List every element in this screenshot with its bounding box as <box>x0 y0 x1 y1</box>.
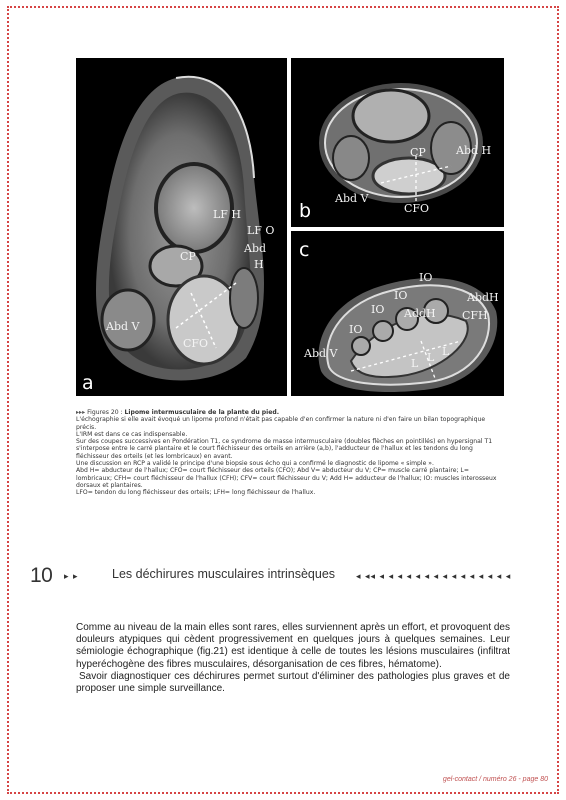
caption-figure-ref: Figures 20 : <box>87 409 123 416</box>
panel-letter-c: c <box>299 239 310 261</box>
section-arrows-right: ◂ ◂◂ ◂ ◂ ◂ ◂ ◂ ◂ ◂ ◂ ◂ ◂ ◂ ◂ ◂ ◂ ◂ <box>356 571 512 581</box>
label-cp-b: CP <box>410 146 426 159</box>
page-footer: gel-contact / numéro 26 - page 80 <box>442 776 548 783</box>
mri-panel-a <box>76 58 287 396</box>
section-heading <box>30 564 550 588</box>
section-number: 10 <box>30 564 53 587</box>
label-abdh-b: Abd H <box>456 144 492 157</box>
section-title: Les déchirures musculaires intrinsèques <box>112 567 336 581</box>
mri-panel-b <box>291 58 504 227</box>
body-paragraph: Savoir diagnostiquer ces déchirures permet surtout d'éliminer des pathologies plus graves et de proposer une simple surveillance. <box>76 670 510 695</box>
caption-paragraph: Abd H= abducteur de l'hallux; CFO= court fléchisseur des orteils (CFO); Abd V= abducteur du V; CP= muscle carré plantaire; L= lombricaux; CFH= court fléchisseur de l'hallux (CFH); CFV= court fléchisseur du V; Add H= adducteur de l'hallux; IO: muscles interosseux dorsaux et plantaires. <box>76 467 497 489</box>
label-lfh: LF H <box>213 208 242 221</box>
body-text <box>76 622 510 695</box>
mri-figure <box>76 58 504 396</box>
mri-panel-c <box>291 231 504 396</box>
label-cfh: CFH <box>462 309 488 322</box>
body-paragraph: Comme au niveau de la main elles sont rares, elles surviennent après un effort, et provoquent des douleurs atypiques qui cèdent progressivement en quelques jours à quelques semaines. Leur sémiologie échographique (fig.21) est identique à celle de toutes les lésions musculaires (infiltrat hyperéchogène des fibres musculaires, désorganisation de ces fibres, hématome). <box>76 622 510 670</box>
label-io-2: IO <box>394 289 408 302</box>
panel-letter-a: a <box>82 372 94 394</box>
panel-letter-b: b <box>299 200 312 222</box>
label-io-3: IO <box>371 303 385 316</box>
label-cp: CP <box>180 250 196 263</box>
caption-arrows: ▸▸▸ <box>76 409 86 416</box>
label-cfo: CFO <box>183 337 209 350</box>
label-abd: Abd <box>244 242 267 255</box>
figure-caption <box>76 409 506 497</box>
label-io-4: IO <box>349 323 363 336</box>
label-l-1: L <box>411 357 419 370</box>
label-abdh-c: AbdH <box>467 291 499 304</box>
caption-paragraph: L'échographie si elle avait évoqué un lipome profond n'était pas capable d'en confirmer la nature ni d'en faire un bilan topographique précis. <box>76 416 486 431</box>
label-abdv-c: Abd V <box>304 347 338 360</box>
label-addh: AddH <box>404 307 436 320</box>
label-h: H <box>254 258 264 271</box>
label-io-1: IO <box>419 271 433 284</box>
caption-paragraph: L'IRM est dans ce cas indispensable. <box>76 430 188 438</box>
label-abdv: Abd V <box>106 320 140 333</box>
label-cfo-b: CFO <box>404 202 430 215</box>
label-l-2: L <box>427 351 435 364</box>
label-l-3: L <box>442 345 450 358</box>
caption-paragraph: Sur des coupes successives en Pondération T1, ce syndrome de masse intermusculaire (doubles flèches en pointillés) en hypersignal T1 s'interpose entre le carré plantaire et le court fléchisseur des orteils en arrière (a,b), l'adducteur de l'hallux et les tendons du long fléchisseur des orteils (et les lombricaux) en avant. <box>76 438 493 460</box>
caption-paragraph: LFO= tendon du long fléchisseur des orteils; LFH= long fléchisseur de l'hallux. <box>76 489 316 497</box>
caption-paragraph: Une discussion en RCP a validé le principe d'une biopsie sous écho qui a confirmé le diagnostic de lipome « simple ». <box>76 460 434 468</box>
caption-title: Lipome intermusculaire de la plante du pied. <box>124 409 280 416</box>
section-arrows-left: ▸ ▸ <box>64 571 79 581</box>
label-abdv-b: Abd V <box>335 192 369 205</box>
label-lfo: LF O <box>247 224 275 237</box>
mri-image-b <box>291 58 504 227</box>
